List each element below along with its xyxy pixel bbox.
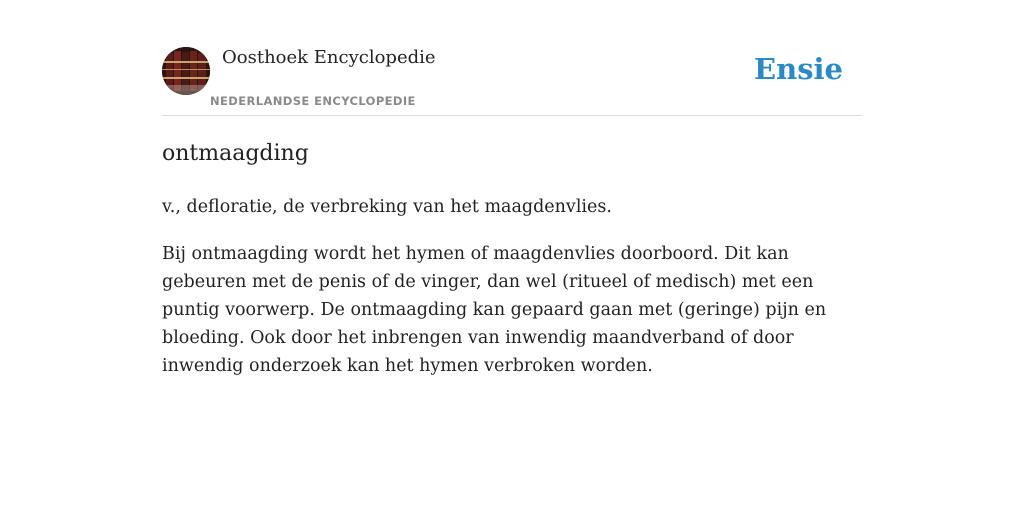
article xyxy=(162,116,862,380)
entry-body: Bij ontmaagding wordt het hymen of maagdenvlies doorboord. Dit kan gebeuren met de penis of de vinger, dan wel (ritueel of medisch) met een puntig voorwerp. De ontmaagding kan gepaard gaan met (geringe) pijn en bloeding. Ook door het inbrengen van inwendig maandverband of door inwendig onderzoek kan het hymen verbroken worden. xyxy=(162,244,827,376)
encyclopedia-books-icon[interactable] xyxy=(162,47,210,95)
entry-definition: v., defloratie, de verbreking van het maagdenvlies. xyxy=(162,197,612,217)
entry-title: ontmaagding xyxy=(162,141,309,166)
page xyxy=(162,0,862,380)
site-title-link[interactable]: Oosthoek Encyclopedie xyxy=(222,47,436,68)
logo-image xyxy=(162,47,210,95)
site-subtitle: NEDERLANDSE ENCYCLOPEDIE xyxy=(210,94,416,108)
ensie-brand-link[interactable]: Ensie xyxy=(754,52,843,86)
site-header xyxy=(162,47,862,116)
